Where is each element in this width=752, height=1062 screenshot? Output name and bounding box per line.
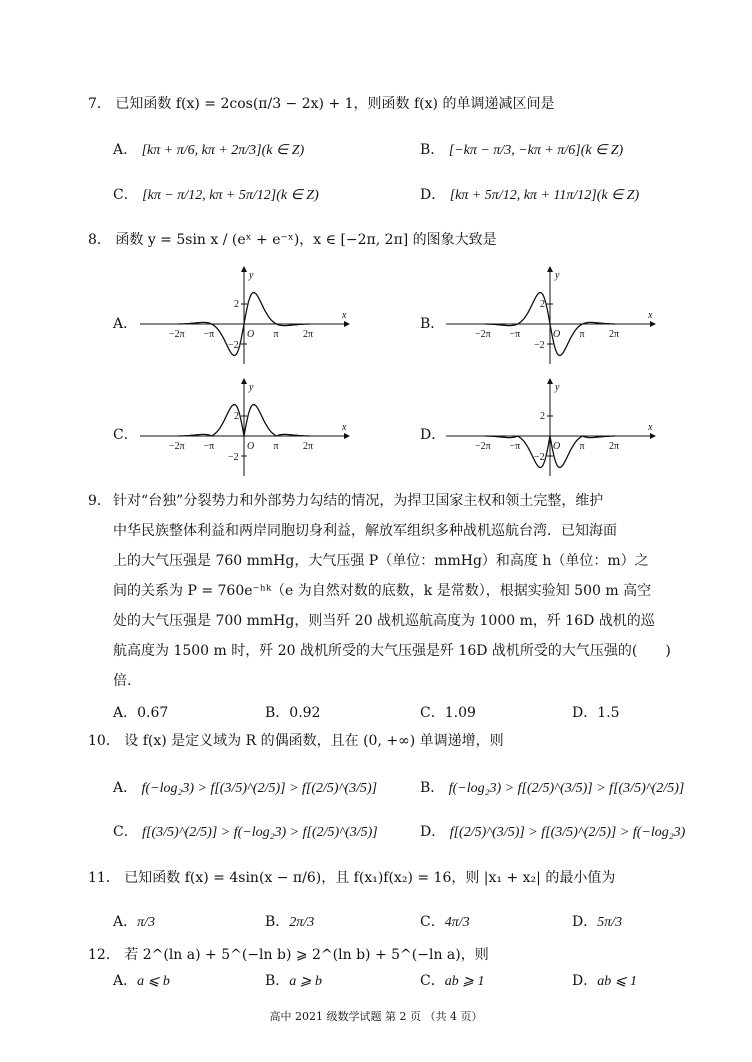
q9-option-a[interactable] bbox=[113, 703, 168, 723]
x-axis-arrow bbox=[344, 321, 350, 327]
q10-option-b[interactable] bbox=[420, 778, 684, 799]
q11-stem bbox=[88, 868, 615, 888]
x-tick-label-neg-2pi: −2π bbox=[475, 441, 491, 452]
q9-option-c-text: 1.09 bbox=[444, 705, 476, 721]
q12-option-b[interactable] bbox=[265, 971, 322, 992]
q9-line-2: 中华民族整体利益和两岸同胞切身利益，解放军组织多种战机巡航台湾．已知海面 bbox=[113, 523, 617, 539]
y-axis-arrow bbox=[241, 378, 247, 384]
q12-text: 若 2^(ln a) + 5^(−ln b) ⩾ 2^(ln b) + 5^(−ln a)，则 bbox=[124, 947, 489, 963]
q11-option-b[interactable] bbox=[265, 912, 314, 933]
y-axis-arrow bbox=[547, 266, 553, 272]
x-tick-label-neg-2pi: −2π bbox=[169, 329, 185, 340]
q11-option-b-text: 2π/3 bbox=[289, 915, 315, 930]
y-axis-arrow bbox=[241, 266, 247, 272]
q10-option-c-text: f[(3/5)^(2/5)] > f(−log₂3) > f[(2/5)^(3/5)] bbox=[142, 825, 378, 840]
q9-option-d[interactable] bbox=[572, 703, 620, 723]
x-axis-label: x bbox=[648, 422, 653, 433]
y-tick-label-top: 2 bbox=[234, 411, 239, 422]
q11-option-a[interactable] bbox=[113, 912, 155, 933]
y-tick-label-top: 2 bbox=[540, 411, 545, 422]
q11-number: 11． bbox=[88, 870, 120, 886]
q9-line-1: 针对“台独”分裂势力和外部势力勾结的情况，为捍卫国家主权和领土完整，维护 bbox=[113, 493, 604, 509]
q11-option-c[interactable] bbox=[420, 912, 470, 933]
x-axis-arrow bbox=[650, 321, 656, 327]
q7-option-a[interactable] bbox=[113, 140, 304, 161]
q10-option-d[interactable] bbox=[420, 822, 685, 843]
q11-option-b-label: B． bbox=[265, 914, 290, 930]
x-tick-label-2pi: 2π bbox=[303, 329, 314, 340]
x-tick-label-neg-pi: −π bbox=[509, 329, 521, 340]
y-axis-label: y bbox=[249, 382, 254, 393]
origin-label: O bbox=[247, 441, 255, 452]
q10-option-a[interactable] bbox=[113, 778, 377, 799]
q9-option-c[interactable] bbox=[420, 703, 476, 723]
q10-number: 10． bbox=[88, 733, 120, 749]
origin-label: O bbox=[553, 329, 561, 340]
q9-option-a-text: 0.67 bbox=[137, 705, 169, 721]
q8-text: 函数 y = 5sin x / (eˣ + e⁻ˣ)，x ∈ [−2π, 2π] 的图象大致是 bbox=[115, 232, 497, 248]
x-tick-label-2pi: 2π bbox=[609, 329, 620, 340]
x-tick-label-pi: π bbox=[579, 329, 585, 340]
q11-option-a-text: π/3 bbox=[137, 915, 156, 930]
q9-option-c-label: C． bbox=[420, 705, 445, 721]
x-axis-arrow bbox=[344, 433, 350, 439]
q7-option-d-text: [kπ + 5π/12, kπ + 11π/12](k ∈ Z) bbox=[449, 188, 640, 203]
y-axis-label: y bbox=[249, 270, 254, 281]
x-tick-label-pi: π bbox=[579, 441, 585, 452]
q12-option-a[interactable] bbox=[113, 971, 170, 992]
x-tick-label-neg-pi: −π bbox=[203, 329, 215, 340]
q9-number-wrap bbox=[88, 491, 111, 511]
q10-option-d-label: D． bbox=[420, 824, 446, 840]
q7-option-a-label: A． bbox=[113, 142, 138, 158]
q12-option-c[interactable] bbox=[420, 971, 484, 992]
q12-option-d-label: D． bbox=[572, 973, 598, 989]
q8-graph-c-label[interactable]: C． bbox=[113, 427, 138, 443]
y-tick-label-bottom: −2 bbox=[534, 340, 545, 351]
q9-number: 9． bbox=[88, 493, 111, 509]
q11-text: 已知函数 f(x) = 4sin(x − π/6)，且 f(x₁)f(x₂) = 16，则 |x₁ + x₂| 的最小值为 bbox=[124, 870, 616, 886]
x-tick-label-2pi: 2π bbox=[609, 441, 620, 452]
x-tick-label-2pi: 2π bbox=[303, 441, 314, 452]
q10-text: 设 f(x) 是定义域为 R 的偶函数，且在 (0, +∞) 单调递增，则 bbox=[124, 733, 504, 749]
x-tick-label-pi: π bbox=[273, 329, 279, 340]
q12-option-d[interactable] bbox=[572, 971, 637, 992]
q7-option-c-text: [kπ − π/12, kπ + 5π/12](k ∈ Z) bbox=[142, 188, 319, 203]
q7-option-c-label: C． bbox=[113, 187, 138, 203]
q9-line-3: 上的大气压强是 760 mmHg，大气压强 P（单位：mmHg）和高度 h（单位：m）之 bbox=[113, 553, 649, 569]
q7-option-a-text: [kπ + π/6, kπ + 2π/3](k ∈ Z) bbox=[141, 143, 305, 158]
q11-option-a-label: A． bbox=[113, 914, 138, 930]
q10-option-c[interactable] bbox=[113, 822, 378, 843]
q11-option-d[interactable] bbox=[572, 912, 622, 933]
q12-option-b-text: a ⩾ b bbox=[289, 974, 323, 989]
x-tick-label-neg-pi: −π bbox=[509, 441, 521, 452]
q10-option-d-text: f[(2/5)^(3/5)] > f[(3/5)^(2/5)] > f(−log₂3) bbox=[449, 825, 686, 840]
x-tick-label-neg-2pi: −2π bbox=[475, 329, 491, 340]
x-tick-label-neg-2pi: −2π bbox=[169, 441, 185, 452]
q12-option-d-text: ab ⩽ 1 bbox=[597, 974, 637, 989]
y-tick-label-bottom: −2 bbox=[534, 452, 545, 463]
q8-graph-a bbox=[140, 266, 350, 366]
q12-option-b-label: B． bbox=[265, 973, 290, 989]
q7-number: 7． bbox=[88, 96, 111, 112]
x-axis-label: x bbox=[648, 310, 653, 321]
q8-number: 8． bbox=[88, 232, 111, 248]
q11-option-c-label: C． bbox=[420, 914, 445, 930]
page-footer: 高中 2021 级数学试题 第 2 页 （共 4 页） bbox=[269, 1010, 483, 1023]
q12-number: 12． bbox=[88, 947, 120, 963]
q9-option-b[interactable] bbox=[265, 703, 320, 723]
q10-option-a-label: A． bbox=[113, 780, 138, 796]
x-tick-label-pi: π bbox=[273, 441, 279, 452]
y-tick-label-top: 2 bbox=[234, 299, 239, 310]
q8-graph-b-label[interactable]: B． bbox=[420, 316, 445, 332]
q9-line-6: 航高度为 1500 m 时，歼 20 战机所受的大气压强是歼 16D 战机所受的大气压强的( ) bbox=[113, 643, 671, 659]
q12-option-c-text: ab ⩾ 1 bbox=[444, 974, 485, 989]
q9-option-b-text: 0.92 bbox=[289, 705, 321, 721]
q7-option-c[interactable] bbox=[113, 185, 319, 206]
q7-option-b-label: B． bbox=[420, 142, 445, 158]
origin-label: O bbox=[247, 329, 255, 340]
q8-graph-a-label[interactable]: A． bbox=[113, 316, 138, 332]
q9-option-b-label: B． bbox=[265, 705, 290, 721]
x-axis-arrow bbox=[650, 433, 656, 439]
y-tick-label-bottom: −2 bbox=[228, 340, 239, 351]
q7-stem bbox=[88, 94, 554, 114]
q7-option-d-label: D． bbox=[420, 187, 446, 203]
q7-option-d[interactable] bbox=[420, 185, 639, 206]
q12-stem bbox=[88, 945, 489, 965]
q12-option-a-text: a ⩽ b bbox=[137, 974, 170, 989]
q8-graph-d-label[interactable]: D． bbox=[420, 427, 446, 443]
q7-option-b[interactable] bbox=[420, 140, 623, 161]
y-axis-label: y bbox=[555, 270, 560, 281]
q10-option-a-text: f(−log₂3) > f[(3/5)^(2/5)] > f[(2/5)^(3/5)] bbox=[141, 781, 378, 796]
x-axis-label: x bbox=[342, 310, 347, 321]
q8-stem bbox=[88, 230, 497, 250]
origin-label: O bbox=[553, 441, 561, 452]
q9-line-7: 倍. bbox=[113, 673, 132, 689]
x-axis-label: x bbox=[342, 422, 347, 433]
q10-stem bbox=[88, 731, 504, 751]
q12-option-a-label: A． bbox=[113, 973, 138, 989]
q7-option-b-text: [−kπ − π/3, −kπ + π/6](k ∈ Z) bbox=[448, 143, 624, 158]
q11-option-c-text: 4π/3 bbox=[444, 915, 470, 930]
y-tick-label-top: 2 bbox=[540, 299, 545, 310]
q9-option-a-label: A． bbox=[113, 705, 138, 721]
y-tick-label-bottom: −2 bbox=[228, 452, 239, 463]
q9-option-d-text: 1.5 bbox=[597, 705, 620, 721]
q9-line-4: 间的关系为 P = 760e⁻ʰᵏ（e 为自然对数的底数，k 是常数），根据实验知 500 m 高空 bbox=[113, 583, 652, 599]
q10-option-b-text: f(−log₂3) > f[(2/5)^(3/5)] > f[(3/5)^(2/5)] bbox=[448, 781, 685, 796]
y-axis-label: y bbox=[555, 382, 560, 393]
q7-text: 已知函数 f(x) = 2cos(π/3 − 2x) + 1，则函数 f(x) 的单调递减区间是 bbox=[115, 96, 555, 112]
q11-option-d-text: 5π/3 bbox=[597, 915, 623, 930]
q8-graph-b bbox=[446, 266, 656, 366]
x-tick-label-neg-pi: −π bbox=[203, 441, 215, 452]
q9-option-d-label: D． bbox=[572, 705, 598, 721]
y-axis-arrow bbox=[547, 378, 553, 384]
q10-option-c-label: C． bbox=[113, 824, 138, 840]
q8-graph-c bbox=[140, 378, 350, 478]
q8-graph-d bbox=[446, 378, 656, 478]
q10-option-b-label: B． bbox=[420, 780, 445, 796]
q11-option-d-label: D． bbox=[572, 914, 598, 930]
q9-line-5: 处的大气压强是 700 mmHg，则当歼 20 战机巡航高度为 1000 m，歼 16D 战机的巡 bbox=[113, 613, 655, 629]
q12-option-c-label: C． bbox=[420, 973, 445, 989]
